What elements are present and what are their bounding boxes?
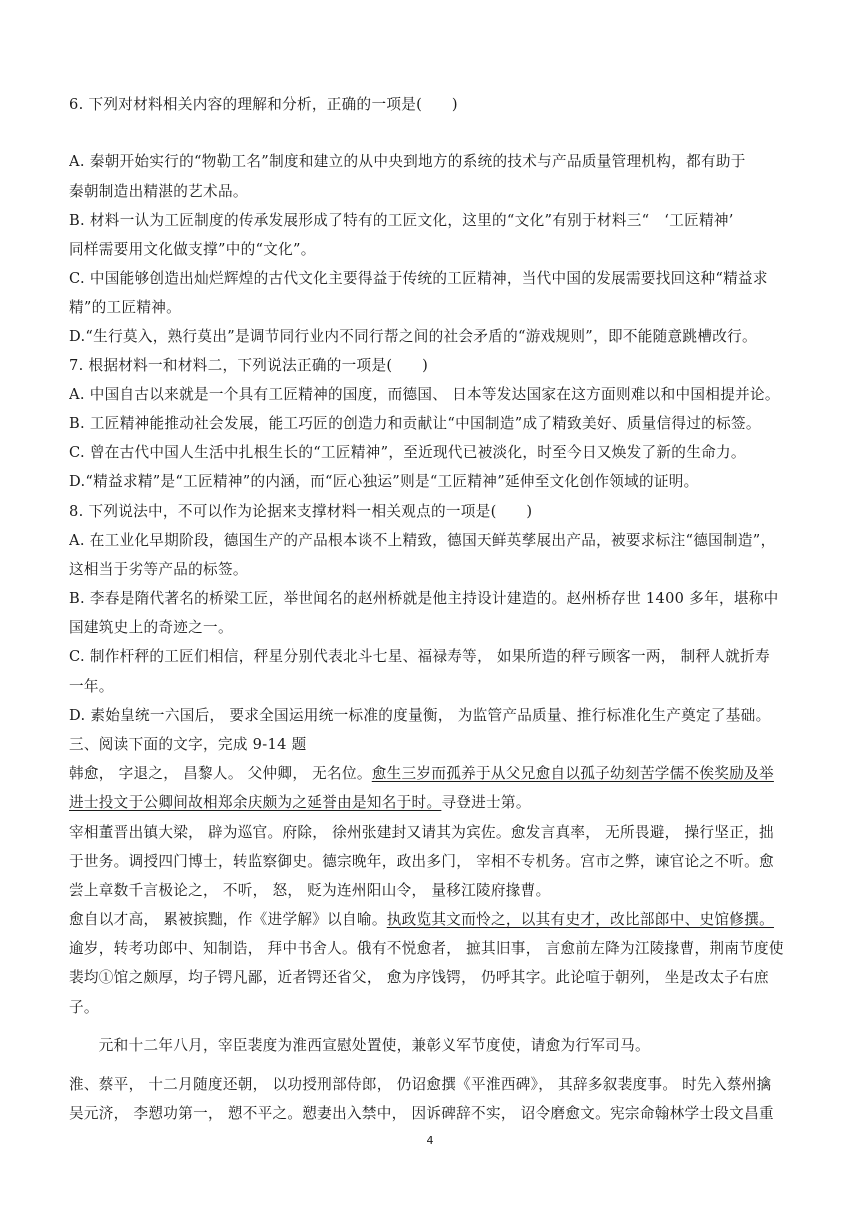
underlined-sentence: 进士投文于公卿间故相郑余庆颇为之延誉由是知名于时。: [69, 794, 442, 811]
passage-p3-line1: [69, 910, 799, 930]
underlined-sentence: 愈生三岁而孤养于从父兄愈自以孤子幼刻苦学儒不俟奖励及举: [371, 765, 774, 782]
q6-stem: 6. 下列对材料相关内容的理解和分析，正确的一项是( ): [69, 96, 458, 113]
passage-p1-line1: [69, 764, 799, 784]
passage-p3-line2: 逾岁，转考功郎中、知制诰， 拜中书舍人。俄有不悦愈者， 摭其旧事， 言愈前左降为江陵掾曹，荆南节度使: [69, 940, 784, 957]
section3-heading: 三、阅读下面的文字，完成 9-14 题: [69, 736, 307, 753]
passage-p4-line3: 吴元济， 李愬功第一， 愬不平之。愬妻出入禁中， 因诉碑辞不实， 诏令磨愈文。宪宗命翰林学士段文昌重: [69, 1105, 774, 1122]
underlined-sentence: 执政览其文而怜之，以其有史才，改比部郎中、史馆修撰。: [386, 911, 774, 928]
q8-option-b-line1: B. 李春是隋代著名的桥梁工匠，举世闻名的赵州桥就是他主持设计建造的。赵州桥存世 1400 多年，堪称中: [69, 590, 779, 607]
passage-p2-line2: 于世务。调授四门博士，转监察御史。德宗晚年，政出多门， 宰相不专机务。宫市之弊，谏官论之不听。愈: [69, 853, 774, 870]
passage-p4-line1: 元和十二年八月，宰臣裴度为淮西宣慰处置使，兼彰义军节度使，请愈为行军司马。: [69, 1037, 650, 1054]
q8-stem: 8. 下列说法中，不可以作为论据来支撑材料一相关观点的一项是( ): [69, 503, 533, 520]
page-number: 4: [426, 1134, 434, 1147]
passage-text: 韩愈， 字退之， 昌黎人。 父仲卿， 无名位。: [69, 765, 372, 782]
q7-option-c: C. 曾在古代中国人生活中扎根生长的“工匠精神”，至近现代已被淡化，时至今日又焕发了新的生命力。: [69, 444, 746, 461]
passage-text: 愈自以才高， 累被摈黜，作《进学解》以自喻。: [69, 911, 387, 928]
q7-option-b: B. 工匠精神能推动社会发展，能工巧匠的创造力和贡献让“中国制造”成了精致美好、质量信得过的标签。: [69, 415, 761, 432]
q8-option-d: D. 素始皇统一六国后， 要求全国运用统一标准的度量衡， 为监管产品质量、推行标准化生产奠定了基础。: [69, 707, 771, 724]
q8-option-a-line1: A. 在工业化早期阶段，德国生产的产品根本谈不上精致，德国天鲜英孳展出产品，被要求标注“德国制造”，: [69, 532, 776, 549]
q8-option-b-line2: 国建筑史上的奇迹之一。: [69, 619, 233, 636]
q7-option-d: D.“精益求精”是“工匠精神”的内涵，而“匠心独运”则是“工匠精神”延伸至文化创作领域的证明。: [69, 473, 699, 490]
q6-option-b-line1: B. 材料一认为工匠制度的传承发展形成了特有的工匠文化，这里的“文化”有别于材料三“ ‘工匠精神’: [69, 212, 734, 229]
q7-option-a: A. 中国自古以来就是一个具有工匠精神的国度，而德国、 日本等发达国家在这方面则难以和中国相提并论。: [69, 386, 780, 403]
q6-option-a-line2: 秦朝制造出精湛的艺术品。: [69, 183, 248, 200]
passage-p3-line3: 裴均①馆之颇厚，均子锷凡鄙，近者锷还省父， 愈为序饯锷， 仍呼其字。此论喧于朝列， 坐是改太子右庶: [69, 969, 769, 986]
passage-text: 寻登进士第。: [441, 794, 531, 811]
q7-stem: 7. 根据材料一和材料二，下列说法正确的一项是( ): [69, 357, 429, 374]
q6-option-c-line2: 精”的工匠精神。: [69, 299, 182, 316]
passage-p3-line4: 子。: [69, 999, 99, 1016]
q8-option-a-line2: 这相当于劣等产品的标签。: [69, 561, 248, 578]
q6-option-b-line2: 同样需要用文化做支撑”中的“文化”。: [69, 241, 316, 258]
passage-p1-line2: [69, 793, 799, 813]
q8-option-c-line1: C. 制作杆秤的工匠们相信，秤星分别代表北斗七星、福禄寿等， 如果所造的秤亏顾客一两， 制秤人就折寿: [69, 648, 770, 665]
passage-p2-line1: 宰相董晋出镇大梁， 辟为巡官。府除， 徐州张建封又请其为宾佐。愈发言真率， 无所畏避， 操行坚正，拙: [69, 824, 774, 841]
q6-option-a-line1: A. 秦朝开始实行的“物勒工名”制度和建立的从中央到地方的系统的技术与产品质量管理机构，都有助于: [69, 153, 746, 170]
q8-option-c-line2: 一年。: [69, 678, 114, 695]
passage-p2-line3: 尝上章数千言极论之， 不听， 怒， 贬为连州阳山令， 量移江陵府掾曹。: [69, 882, 551, 899]
q6-option-d: D.“生行莫入，熟行莫出”是调节同行业内不同行帮之间的社会矛盾的“游戏规则”，即不能随意跳槽改行。: [69, 328, 757, 345]
passage-p4-line2: 淮、蔡平， 十二月随度还朝， 以功授刑部侍郎， 仍诏愈撰《平淮西碑》， 其辞多叙裴度事。 时先入蔡州擒: [69, 1076, 772, 1093]
q6-option-c-line1: C. 中国能够创造出灿烂辉煌的古代文化主要得益于传统的工匠精神，当代中国的发展需要找回这种“精益求: [69, 270, 768, 287]
